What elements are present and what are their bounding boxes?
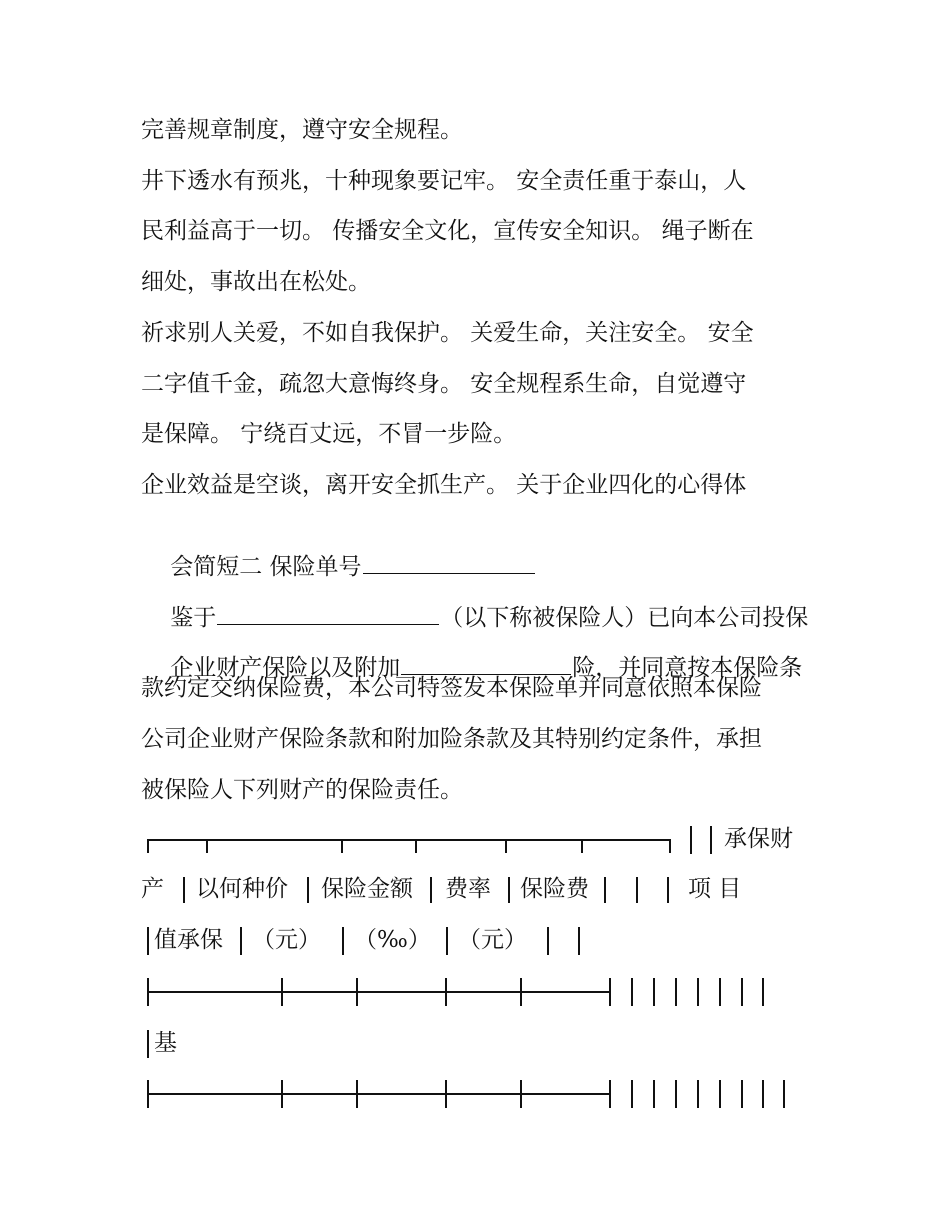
table-cell: （元）: [252, 927, 321, 953]
paragraph-line: 二字值千金，疏忽大意悔终身。 安全规程系生命，自觉遵守: [141, 371, 747, 397]
table-cell: 费率: [445, 876, 491, 902]
table-cell: （‰）: [354, 927, 431, 953]
table-cell: 保险金额: [321, 876, 413, 902]
paragraph-line: 民利益高于一切。 传播安全文化，宣传安全知识。 绳子断在: [141, 218, 754, 244]
policy-number-blank[interactable]: [363, 551, 535, 574]
policy-number-label: 会简短二 保险单号: [170, 554, 362, 580]
table-cell: 值承保: [154, 927, 223, 953]
table-cell: 以何种价: [196, 876, 288, 902]
paragraph-line: 被保险人下列财产的保险责任。: [141, 777, 463, 803]
paragraph-line: 祈求别人关爱，不如自我保护。 关爱生命，关注安全。 安全: [141, 320, 754, 346]
paragraph-line: 公司企业财产保险条款和附加险条款及其特别约定条件，承担: [141, 726, 762, 752]
paragraph-line: 企业效益是空谈，离开安全抓生产。 关于企业四化的心得体: [141, 472, 747, 498]
table-header-right: 承保财: [724, 826, 793, 852]
table-cell: 基: [154, 1030, 177, 1056]
table-cell: 保险费: [520, 876, 589, 902]
table-cell: （元）: [458, 927, 527, 953]
insured-suffix: （以下称被保险人）已向本公司投保: [440, 605, 809, 631]
insured-prefix: 鉴于: [170, 605, 217, 631]
table-cell: 产: [141, 876, 164, 902]
paragraph-line: 款约定交纳保险费，本公司特签发本保险单并同意依照本保险: [141, 675, 762, 701]
additional-insurance-blank[interactable]: [401, 652, 571, 675]
table-cell: 项 目: [688, 876, 742, 902]
additional-prefix: 企业财产保险以及附加: [170, 655, 401, 681]
paragraph-line: 井下透水有预兆，十种现象要记牢。 安全责任重于泰山，人: [141, 168, 747, 194]
paragraph-line: 细处，事故出在松处。: [141, 269, 371, 295]
additional-suffix: 险，并同意按本保险条: [572, 655, 803, 681]
paragraph-line: 是保障。 宁绕百丈远，不冒一步险。: [141, 421, 517, 447]
paragraph-line: 完善规章制度，遵守安全规程。: [141, 117, 463, 143]
